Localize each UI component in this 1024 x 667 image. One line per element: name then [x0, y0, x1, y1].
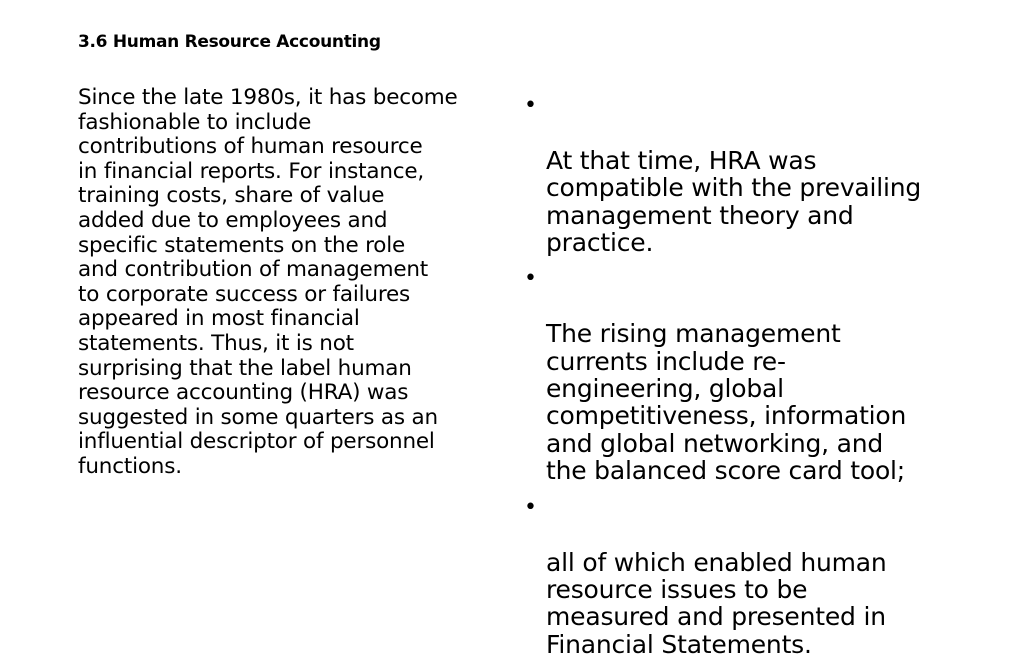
- bullet-text: At that time, HRA was compatible with the prevailing management theory and practice.: [546, 145, 922, 258]
- bullet-item: [524, 494, 964, 658]
- slide-title: 3.6 Human Resource Accounting: [78, 32, 381, 52]
- bullet-item: [524, 265, 964, 484]
- bullet-item: [524, 92, 964, 256]
- bullet-dot-icon: •: [524, 93, 537, 118]
- bullet-dot-icon: •: [524, 494, 537, 520]
- bullet-text: The rising management currents include re- engineering, global competitiveness, information and global networking, and the balanced score card tool;: [546, 319, 907, 486]
- bullet-dot-icon: •: [524, 266, 537, 292]
- left-paragraph: Since the late 1980s, it has become fashionable to include contributions of human resource in financial reports. For instance, training costs, share of value added due to employees and specific statements on the role and contribution of management to corporate success or failures appeared in most financial statements. Thus, it is not surprising that the label human resource accounting (HRA) was suggested in some quarters as an influential descriptor of personnel functions.: [78, 85, 458, 479]
- bullet-text: all of which enabled human resource issues to be measured and presented in Financial Statements.: [546, 547, 887, 659]
- bullet-list: [524, 92, 964, 667]
